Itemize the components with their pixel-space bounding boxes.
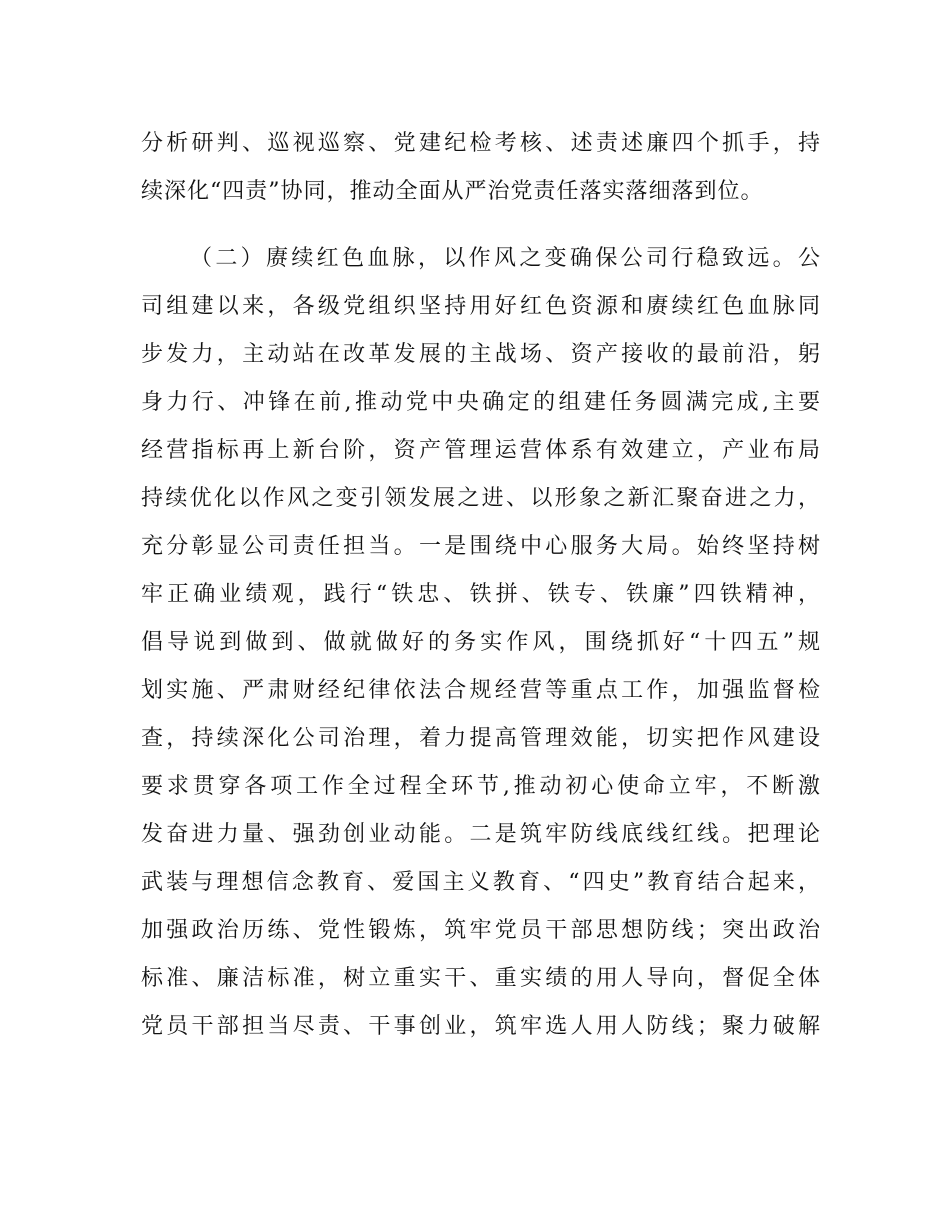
- paragraph-line: 要求贯穿各项工作全过程全环节,推动初心使命立牢，不断激: [141, 774, 821, 799]
- section-heading-line: （二）赓续红色血脉，以作风之变确保公司行稳致远。公: [190, 246, 821, 271]
- paragraph-line: 武装与理想信念教育、爱国主义教育、“四史”教育结合起来，: [141, 870, 821, 895]
- paragraph-line: 加强政治历练、党性锻炼，筑牢党员干部思想防线；突出政治: [141, 918, 821, 943]
- paragraph-line: 续深化“四责”协同，推动全面从严治党责任落实落细落到位。: [141, 179, 764, 204]
- paragraph-line: 党员干部担当尽责、干事创业，筑牢选人用人防线；聚力破解: [141, 1014, 821, 1039]
- paragraph-line: 倡导说到做到、做就做好的务实作风，围绕抓好“十四五”规: [141, 630, 821, 655]
- paragraph-line: 司组建以来，各级党组织坚持用好红色资源和赓续红色血脉同: [141, 294, 821, 319]
- paragraph-line: 持续优化以作风之变引领发展之进、以形象之新汇聚奋进之力，: [141, 486, 821, 511]
- paragraph-line: 标准、廉洁标准，树立重实干、重实绩的用人导向，督促全体: [141, 966, 821, 991]
- paragraph-line: 身力行、冲锋在前,推动党中央确定的组建任务圆满完成,主要: [141, 390, 821, 415]
- paragraph-line: 经营指标再上新台阶，资产管理运营体系有效建立，产业布局: [141, 438, 821, 463]
- paragraph-line: 分析研判、巡视巡察、党建纪检考核、述责述廉四个抓手，持: [141, 131, 821, 156]
- paragraph-line: 牢正确业绩观，践行“铁忠、铁拼、铁专、铁廉”四铁精神，: [141, 582, 821, 607]
- paragraph-line: 划实施、严肃财经纪律依法合规经营等重点工作，加强监督检: [141, 678, 821, 703]
- paragraph-line: 发奋进力量、强劲创业动能。二是筑牢防线底线红线。把理论: [141, 822, 821, 847]
- paragraph-line: 步发力，主动站在改革发展的主战场、资产接收的最前沿，躬: [141, 342, 821, 367]
- paragraph-line: 充分彰显公司责任担当。一是围绕中心服务大局。始终坚持树: [141, 534, 821, 559]
- paragraph-line: 查，持续深化公司治理，着力提高管理效能，切实把作风建设: [141, 726, 821, 751]
